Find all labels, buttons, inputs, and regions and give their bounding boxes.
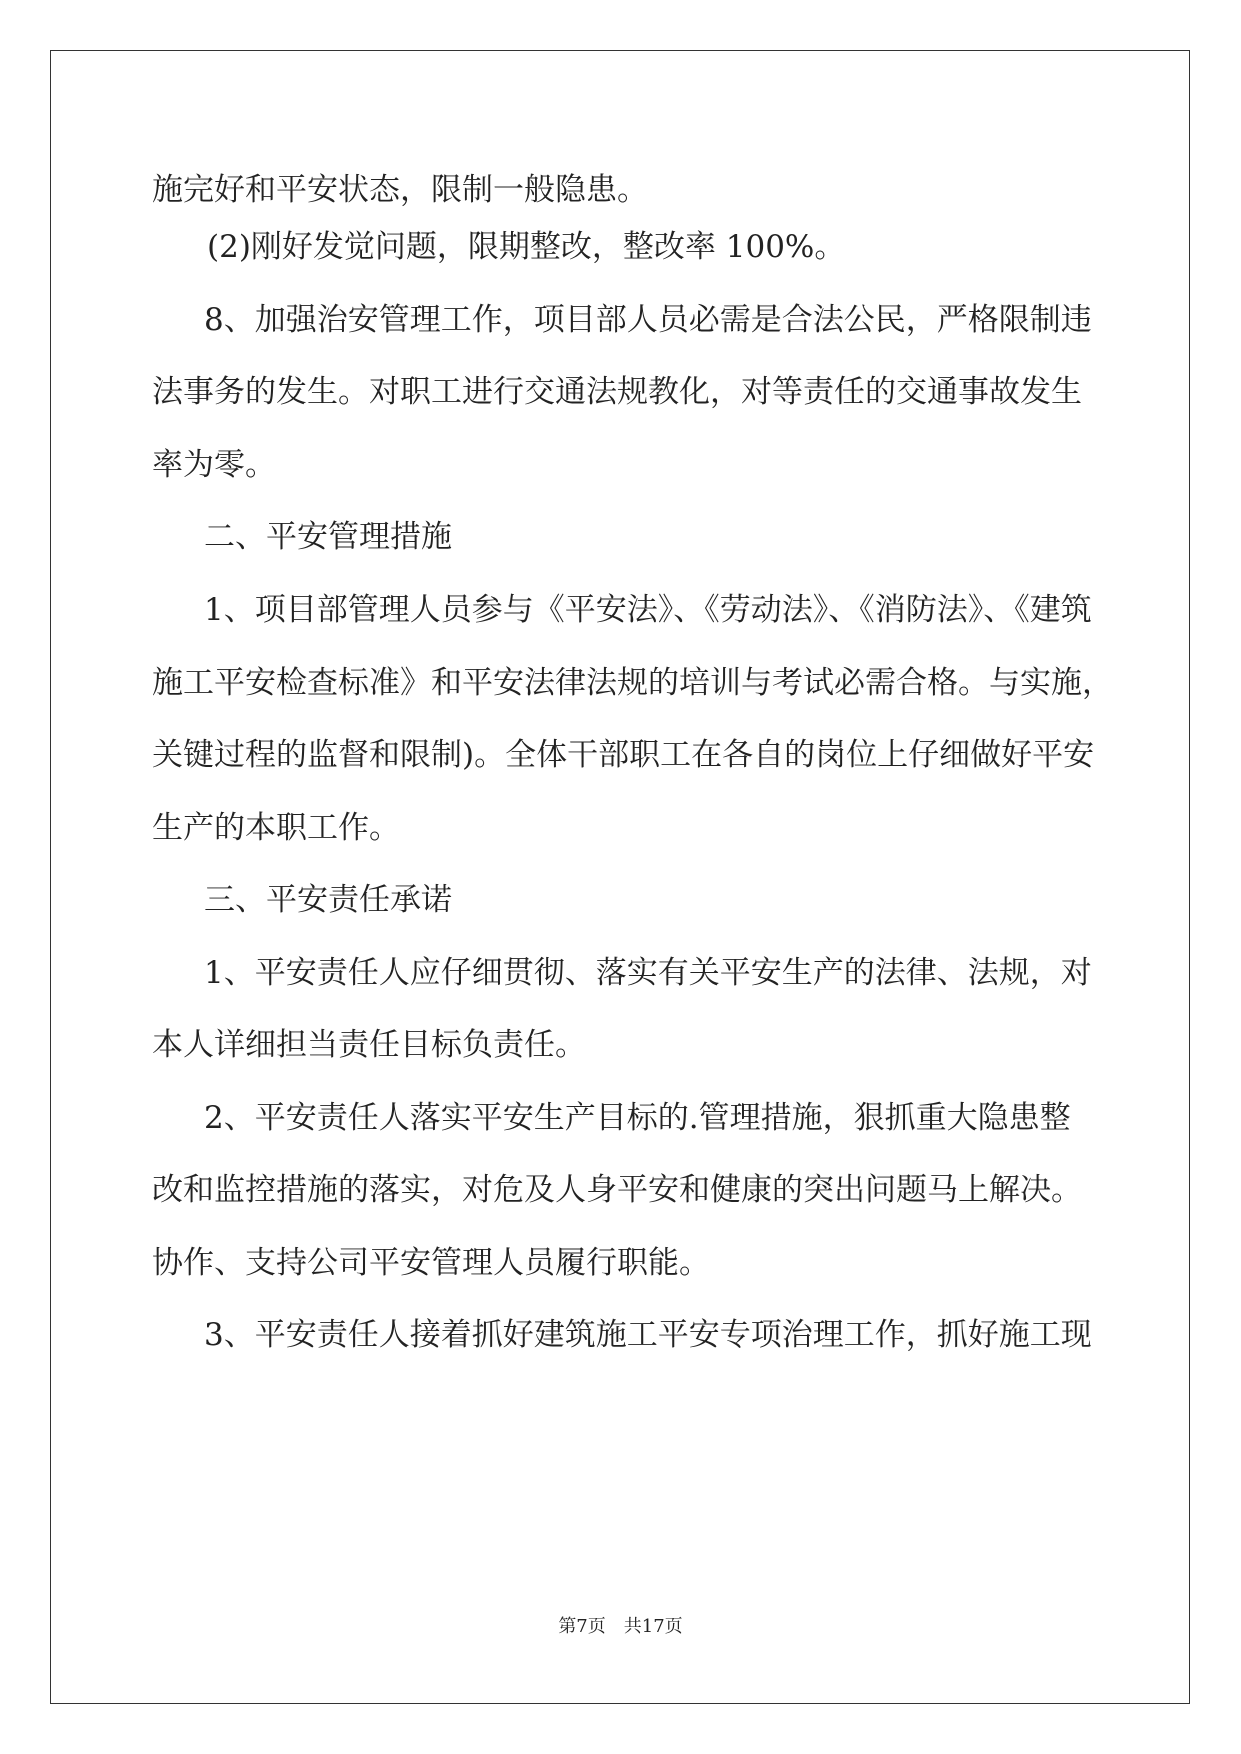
text-line: 二、平安管理措施 bbox=[204, 519, 452, 555]
text-line: 关键过程的监督和限制)。全体干部职工在各自的岗位上仔细做好平安 bbox=[152, 737, 1095, 773]
text-line: 2、平安责任人落实平安生产目标的.管理措施，狠抓重大隐患整 bbox=[204, 1100, 1071, 1136]
text-line: 生产的本职工作。 bbox=[152, 810, 400, 846]
text-line: 3、平安责任人接着抓好建筑施工平安专项治理工作，抓好施工现 bbox=[204, 1317, 1092, 1353]
text-line: 本人详细担当责任目标负责任。 bbox=[152, 1027, 586, 1063]
text-line: 1、平安责任人应仔细贯彻、落实有关平安生产的法律、法规，对 bbox=[204, 955, 1092, 991]
text-line: 法事务的发生。对职工进行交通法规教化，对等责任的交通事故发生 bbox=[152, 374, 1082, 410]
text-line: 施工平安检查标准》和平安法律法规的培训与考试必需合格。与实施， bbox=[152, 665, 1113, 701]
text-line: 1、项目部管理人员参与《平安法》、《劳动法》、《消防法》、《建筑 bbox=[204, 592, 1092, 628]
text-line: 施完好和平安状态，限制一般隐患。 bbox=[152, 172, 648, 208]
page-frame bbox=[50, 50, 1190, 1704]
text-line: 改和监控措施的落实，对危及人身平安和健康的突出问题马上解决。 bbox=[152, 1172, 1082, 1208]
text-line: 8、加强治安管理工作，项目部人员必需是合法公民，严格限制违 bbox=[204, 302, 1092, 338]
text-line: (2)刚好发觉问题，限期整改，整改率 100%。 bbox=[207, 229, 846, 265]
text-line: 三、平安责任承诺 bbox=[204, 882, 452, 918]
text-line: 率为零。 bbox=[152, 447, 276, 483]
page-number: 第7页 共17页 bbox=[558, 1616, 683, 1637]
text-line: 协作、支持公司平安管理人员履行职能。 bbox=[152, 1245, 710, 1281]
